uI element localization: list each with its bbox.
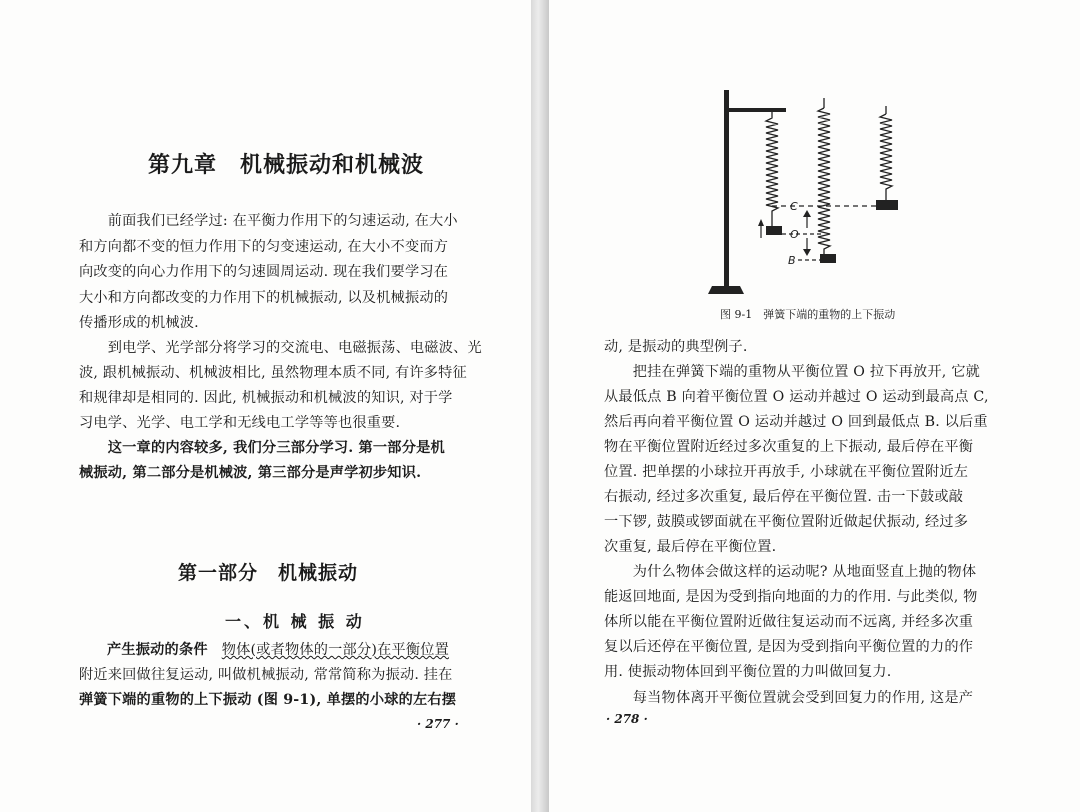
chapter-title: 第九章 机械振动和机械波 bbox=[148, 152, 425, 178]
spring-3 bbox=[880, 114, 892, 200]
label-c: C bbox=[790, 200, 798, 213]
figure-9-1 bbox=[700, 88, 920, 303]
weight-3 bbox=[876, 200, 898, 210]
part-heading: 第一部分 机械振动 bbox=[178, 562, 359, 584]
text-line: 弹簧下端的重物的上下振动 (图 9-1), 单摆的小球的左右摆 bbox=[79, 692, 457, 708]
spring-1 bbox=[766, 112, 778, 226]
text-line: 向改变的向心力作用下的匀速圆周运动. 现在我们要学习在 bbox=[79, 264, 449, 280]
text-line: 次重复, 最后停在平衡位置. bbox=[604, 539, 777, 555]
text-line: 为什么物体会做这样的运动呢? 从地面竖直上抛的物体 bbox=[604, 564, 977, 580]
arrowhead-down bbox=[803, 249, 811, 256]
text-line: 每当物体离开平衡位置就会受到回复力的作用, 这是产 bbox=[604, 690, 974, 706]
definition-text: 物体(或者物体的一部分)在平衡位置 bbox=[221, 642, 450, 658]
arrowhead-up bbox=[803, 210, 811, 217]
page-number: · 277 · bbox=[417, 717, 459, 731]
section-heading: 一、机 械 振 动 bbox=[225, 612, 365, 631]
subsection-label: 产生振动的条件 bbox=[107, 642, 208, 658]
text-line: 习电学、光学、电工学和无线电工学等等也很重要. bbox=[79, 415, 401, 431]
text-line: 一下锣, 鼓膜或锣面就在平衡位置附近做起伏振动, 经过多 bbox=[604, 514, 969, 530]
text-line: 和方向都不变的恒力作用下的匀变速运动, 在大小不变而方 bbox=[79, 239, 449, 255]
text-line: 把挂在弹簧下端的重物从平衡位置 O 拉下再放开, 它就 bbox=[604, 364, 980, 380]
stand-pole bbox=[724, 90, 729, 288]
text-line: 用. 使振动物体回到平衡位置的力叫做回复力. bbox=[604, 664, 892, 680]
text-line: 传播形成的机械波. bbox=[79, 315, 199, 331]
text-line: 右振动, 经过多次重复, 最后停在平衡位置. 击一下鼓或敲 bbox=[604, 489, 964, 505]
spring-2 bbox=[818, 108, 830, 254]
book-gutter bbox=[531, 0, 549, 812]
text-line: 物在平衡位置附近经过多次重复的上下振动, 最后停在平衡 bbox=[604, 439, 974, 455]
stand-base bbox=[708, 286, 744, 294]
text-line: 波, 跟机械振动、机械波相比, 虽然物理本质不同, 有许多特征 bbox=[79, 365, 467, 381]
weight-2 bbox=[820, 254, 836, 263]
page-number: · 278 · bbox=[606, 712, 648, 726]
text-line: 到电学、光学部分将学习的交流电、电磁振荡、电磁波、光 bbox=[79, 340, 482, 356]
label-o: O bbox=[790, 228, 799, 241]
text-line: 复以后还停在平衡位置, 是因为受到指向平衡位置的力的作 bbox=[604, 639, 974, 655]
text-line: 能返回地面, 是因为受到指向地面的力的作用. 与此类似, 物 bbox=[604, 589, 978, 605]
text-line: 大小和方向都改变的力作用下的机械振动, 以及机械振动的 bbox=[79, 290, 449, 306]
text-line: 然后再向着平衡位置 O 运动并越过 O 回到最低点 B. 以后重 bbox=[604, 414, 988, 430]
motion-arrowhead bbox=[758, 219, 764, 226]
weight-1 bbox=[766, 226, 782, 235]
text-line: 和规律却是相同的. 因此, 机械振动和机械波的知识, 对于学 bbox=[79, 390, 453, 406]
text-line: 附近来回做往复运动, 叫做机械振动, 常常简称为振动. 挂在 bbox=[79, 667, 453, 683]
text-line bbox=[79, 640, 449, 660]
text-line: 动, 是振动的典型例子. bbox=[604, 339, 748, 355]
figure-caption: 图 9-1 弹簧下端的重物的上下振动 bbox=[720, 308, 896, 321]
text-line: 位置. 把单摆的小球拉开再放手, 小球就在平衡位置附近左 bbox=[604, 464, 969, 480]
label-b: B bbox=[788, 254, 796, 267]
text-line: 械振动, 第二部分是机械波, 第三部分是声学初步知识. bbox=[79, 465, 422, 481]
text-line: 这一章的内容较多, 我们分三部分学习. 第一部分是机 bbox=[79, 440, 445, 456]
text-line: 前面我们已经学过: 在平衡力作用下的匀速运动, 在大小 bbox=[79, 213, 458, 229]
left-page bbox=[0, 0, 531, 812]
text-line: 从最低点 B 向着平衡位置 O 运动并越过 O 运动到最高点 C, bbox=[604, 389, 989, 405]
text-line: 体所以能在平衡位置附近做往复运动而不远离, 并经多次重 bbox=[604, 614, 974, 630]
stand-arm bbox=[724, 108, 786, 112]
